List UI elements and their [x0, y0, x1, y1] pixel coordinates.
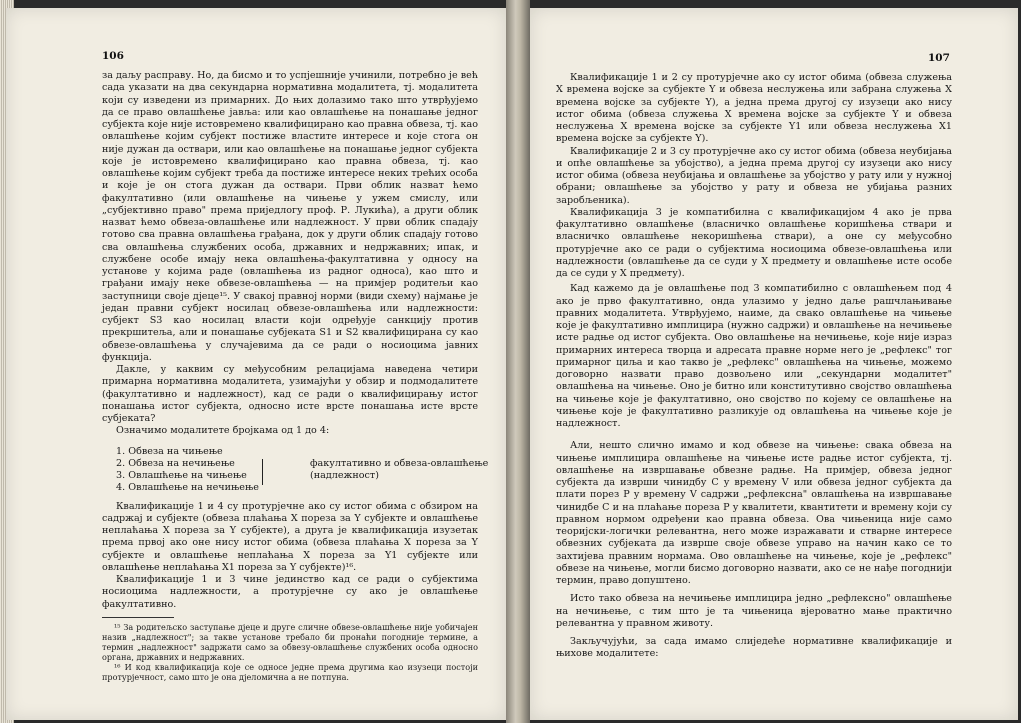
bracket-label: факултативно и обвеза-овлашћење (надлежност) — [310, 457, 489, 481]
footnote-rule — [102, 617, 174, 618]
left-paragraph-3: Означимо модалитете бројкама од 1 до 4: — [116, 425, 330, 437]
list-bracket — [262, 459, 263, 485]
left-page — [6, 8, 506, 720]
right-page — [530, 8, 1018, 720]
left-paragraph-5: Квалификације 1 и 3 чине јединство кад се ради о субјектима носиоцима надлежности, а протурјечне су ако је овлашћење факултативно. — [102, 574, 478, 610]
right-paragraph-6: Исто тако обвеза на нечињење имплицира једно „рефлексно" овлашћење на нечињење, с тим што је та чињеница вјероватно мање практично релевантна у правном животу. — [556, 593, 952, 629]
list-item: 4. Овлашћење на нечињење — [116, 482, 259, 494]
left-page-number: 106 — [102, 50, 124, 62]
right-paragraph-1: Квалификације 1 и 2 су протурјечне ако су истог обима (обвеза служења X времена војске за субјекте Y и обвеза неслужења или забрана служења X времена војске за субјекте Y), а једна према другој су изузеци ако нису истог обима (обвеза служења X времена војске за субјекте Y и обвеза неслужења X времена војске за субјекте Y1 или обвеза неслужења X1 времена војске за субјекте Y). — [556, 72, 952, 145]
footnote-15: ¹⁵ За родитељско заступање дјеце и друге сличне обвезе-овлашћење није уобичајен назив „надлежност"; за такве установе требало би пронаћи погодније термине, а термин „надлежност" задржати само за обвезу-овлашћење службених особа односно органа, државних и недржавних. — [102, 621, 478, 662]
right-paragraph-7: Закључујући, за сада имамо слиједеће нормативне квалификације и њихове модалитете: — [556, 636, 952, 660]
right-paragraph-4: Кад кажемо да је овлашћење под 3 компатибилно с овлашћењем под 4 ако је прво факултативно, онда улазимо у једно даље рашчлањивање правних модалитета. Утврђујемо, наиме, да свако овлашћење на чињење које је факултативно имплицира (нужно садржи) и овлашћење на нечињење исте радње од истог субјекта. Ово овлашћење на нечињење, које није израз примарних интереса творца и адресата правне норме него је „рефлекс" тог примарног циља и као такво је „рефлекс" овлашћења на чињење, можемо договорно назвати право дозвољено или „секундарни модалитет" овлашћења на чињење. Оно је битно или конститутивно својство овлашћења на чињење које је факултативно, оно својство по којему се овлашћење на чињење које је факултативно разликује од овлашћења на чињење које је надлежност. — [556, 283, 952, 429]
right-paragraph-3: Квалификација 3 је компатибилна с квалификацијом 4 ако је прва факултативно овлашћење (власничко овлашћење коришћења ствари и власничко овлашћење некоришћења ствари), а оне су међусобно протурјечне ако се ради о субјектима носиоцима обвезе-овлашћења или надлежности (овлашћење да се суди у X предмету и овлашћење исте особе да се суди у X предмету). — [556, 206, 952, 279]
right-page-body — [556, 72, 952, 661]
left-page-body — [102, 70, 489, 682]
left-paragraph-4: Квалификације 1 и 4 су протурјечне ако су истог обима с обзиром на садржај и субјекте (обвеза плаћања X пореза за Y субјекте и овлашћење неплаћања X пореза за Y субјекте), а друга је квалификација изузетак према првој ако оне нису истог обима (обвеза плаћања X пореза за Y субјекте и овлашћење неплаћања X пореза за Y1 субјекте или овлашћење неплаћања X1 пореза за Y субјекте)¹⁶. — [102, 500, 478, 573]
footnote-16: ¹⁶ И код квалификација које се односе једне према другима као изузеци постоји протурјечност, само што је она дјеломична а не потпуна. — [102, 661, 478, 682]
right-paragraph-2: Квалификације 2 и 3 су протурјечне ако су истог обима (обвеза неубијања и опће овлашћење за убојство), а једна према другој су изузеци ако нису истог обима (обвеза неубијања и овлашћење за убојство у рату или у нужној обрани; овлашћење за убојство у рату и обвеза не убијања разних заробљеника). — [556, 145, 952, 206]
list-item: 2. Обвеза на нечињење — [116, 457, 235, 469]
book-gutter — [506, 0, 530, 723]
left-paragraph-2: Дакле, у каквим су међусобним релацијама наведена четири примарна нормативна модалитета, узимајући у обзир и подмодалитете (факултативно и надлежност), кад се ради о квалифицирању истог понашања истог субјекта, односно исте врсте понашања исте врсте субјеката? — [102, 364, 478, 424]
modality-list — [102, 445, 489, 495]
right-page-number: 107 — [928, 52, 950, 64]
right-paragraph-5: Али, нешто слично имамо и код обвезе на чињење: свака обвеза на чињење имплицира овлашћење на чињење исте радње истог субјекта, тј. овлашћење на извршавање обвезне радње. На примјер, обвеза једног субјекта да изврши чинидбу C у времену V или обвеза једног субјекта да плати порез P у времену V садржи „рефлексна" овлашћења на извршавање чинидбе C и на плаћање пореза P у квалитети, квантитети и времену који су правном нормом одређени као правна обвеза. Ова чињеница није само теоријски-логички релевантна, него може изражавати и стварне интересе обвезних субјеката да извршe своје обвезе управо на начин како се то захтијева правним нормама. Ово овлашћење на чињење, које је „рефлекс" обвезе на чињење, могли бисмо договорно назвати, ако се не нађе погоднији термин, право допуштено. — [556, 440, 952, 586]
list-item: 1. Обвеза на чињење — [116, 445, 223, 457]
left-paragraph-1: за даљу расправу. Но, да бисмо и то успјешније учинили, потребно је већ сада указати на два секундарна нормативна модалитета, тј. модалитета који су изведени из примарних. До њих долазимо тако што утврђујемо да се право овлашћење јавља: или као овлашћење на понашање једног субјекта које није истовремено квалифицирано као правна обвеза, тј. као овлашћење којим субјект постиже властите интересе и које стога он није дужан да оствари, или као овлашћење на понашање једног субјекта које је истовремено квалифицирано као правна обвеза, тј. као овлашћење којим субјект треба да постиже интересе неких трећих особа и које је он стога дужан да оствари. Први облик назват ћемо факултативно (или овлашћење на чињење у ужем смислу, или „субјективно право" према приједлогу проф. Р. Лукића), а други облик назват ћемо обвеза-овлашћење или надлежност. У први облик спадају готово сва правна овлашћења грађана, док у други облик спадају готово сва овлашћења службених особа, државних и недржавних; ипак, и службене особе имају нека овлашћења-факултативна у односу на установе у којима раде (овлашћења из радног односа), као што и грађани имају неке обвезе-овлашћења — на примјер родитељи као заступници своје дјеце¹⁵. У свакој правној норми (види схему) најмање је један правни субјект носилац обвезе-овлашћења или надлежности: субјект S3 као носилац власти који одређује санкцију против прекршитеља, али и понашање субјеката S1 и S2 квалифицирана су као обвезе-овлашћења у случајевима да се ради о носиоцима јавних функција. — [102, 70, 478, 363]
list-item: 3. Овлашћење на чињење — [116, 470, 247, 481]
